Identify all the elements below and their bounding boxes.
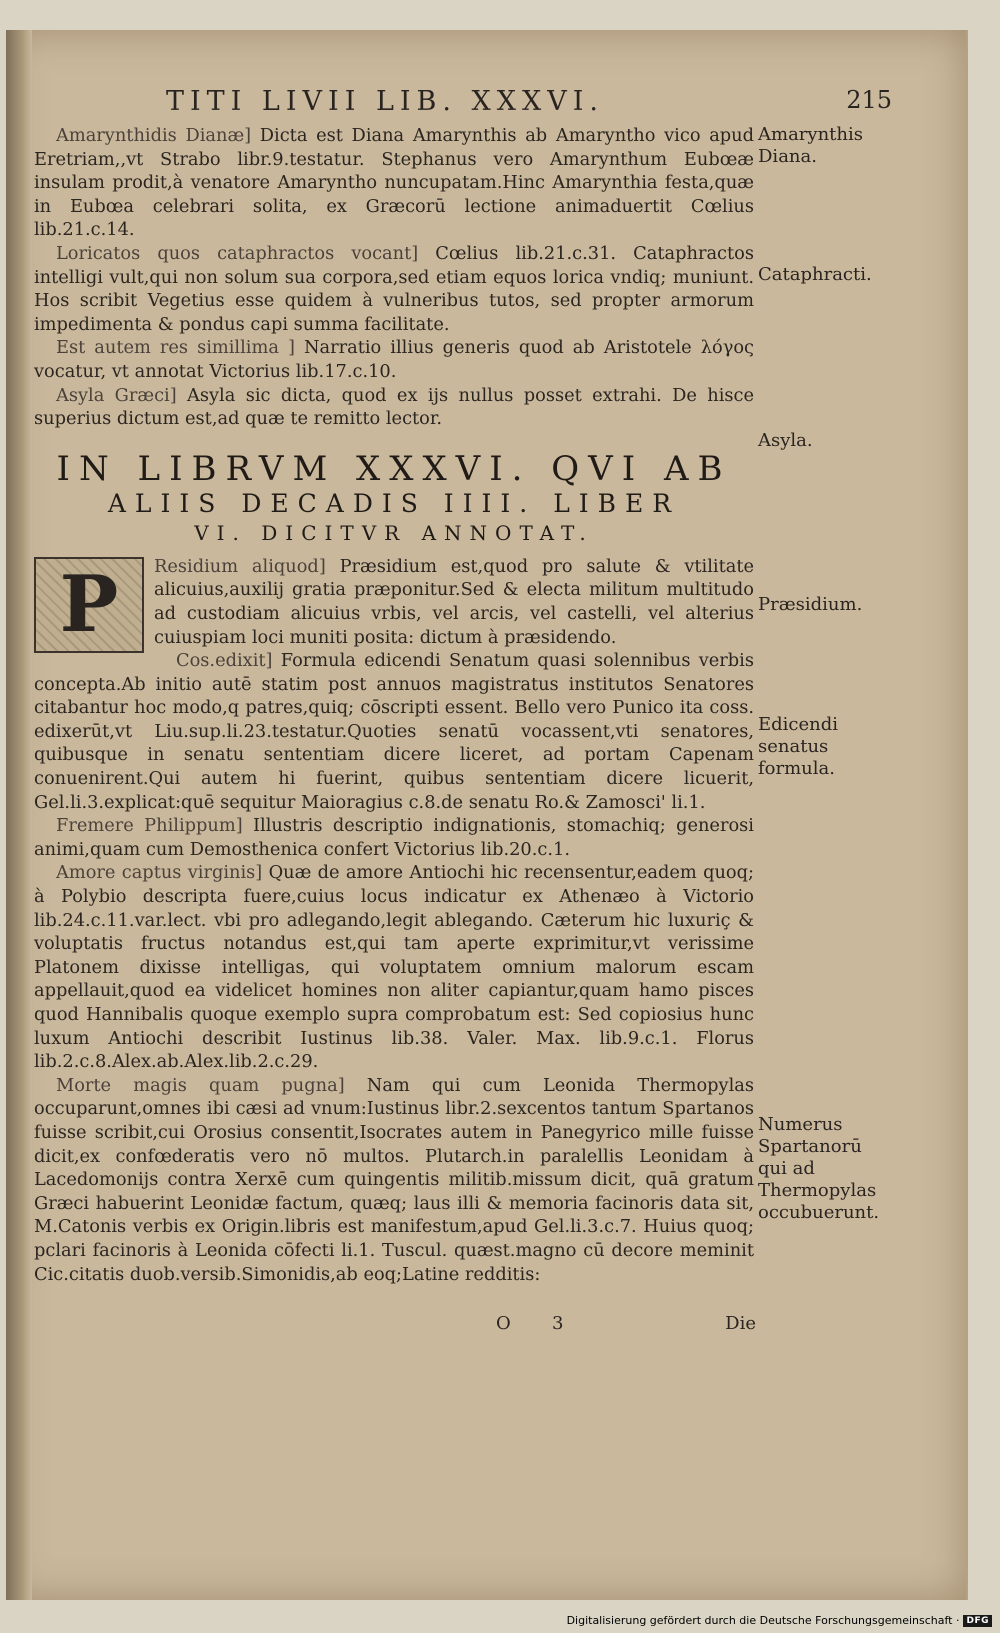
initial-letter: P <box>59 558 119 650</box>
paragraph <box>34 242 754 336</box>
signature-mark: O <box>496 1313 511 1334</box>
marginal-note: Præsidium. <box>758 594 863 615</box>
book-page <box>6 30 968 1600</box>
paragraph-text: Nam qui cum Leonida Thermopylas occuparunt,omnes ibi cæsi ad vnum:Iustinus libr.2.sexcentos tantum Spartanos fuisse scribit,cui Orosius consentit,Isocrates autem in Panegyrico mille fuisse dicit,ex confœderatis vero nō multos. Plutarch.in paralellis Leonidam à Lacedomonijs contra Xerxē cum quingentis militib.missum dicit, quā gratum Græci habuerint Leonidæ factum, quæq; laus illi & memoria facinoris data sit, M.Catonis verbis ex Origin.libris est manifestum,apud Gel.li.3.c.7. Huius quoq; pclari facinoris à Leonida cōfecti li.1. Tuscul. quæst.magno cū decore meminit Cic.citatis duob.versib.Simonidis,ab eoq;Latine redditis: <box>34 1074 754 1285</box>
running-head-title: TITI LIVII LIB. XXXVI. <box>166 86 604 117</box>
lemma: Asyla Græci] <box>56 384 177 406</box>
marginal-note: Amarynthis Diana. <box>758 124 863 167</box>
paragraph <box>34 124 754 242</box>
lemma: Amarynthidis Dianæ] <box>56 125 252 146</box>
paragraph <box>34 336 754 383</box>
marginal-note: Numerus Spartanorū qui ad Thermopylas occubuerunt. <box>758 1114 880 1223</box>
section-heading <box>34 449 754 547</box>
marginal-note: Cataphracti. <box>758 264 872 285</box>
page-number: 215 <box>846 86 892 114</box>
decorated-initial <box>34 557 144 653</box>
section-heading-line-2: ALIIS DECADIS IIII. LIBER <box>107 488 681 518</box>
marginal-note: Asyla. <box>758 430 813 451</box>
paragraph-text: Narratio illius generis quod ab Aristotele λόγος vocatur, vt annotat Victorius lib.17.c.10. <box>34 337 754 382</box>
lemma: Fremere Philippum] <box>56 815 243 837</box>
lemma: Loricatos quos cataphractos vocant] <box>56 242 419 264</box>
dfg-logo-icon: DFG <box>963 1615 992 1627</box>
running-head <box>166 86 926 117</box>
main-text-column <box>34 124 754 1286</box>
lemma: Cos.edixit] <box>176 650 273 672</box>
paragraph-text: Illustris descriptio indignationis, stomachiq; generosi animi,quam cum Demosthenica confert Victorius lib.20.c.1. <box>34 815 754 860</box>
paragraph <box>34 384 754 431</box>
catchword: Die <box>725 1313 756 1334</box>
section-heading-line-3: VI. DICITVR ANNOTAT. <box>194 520 594 545</box>
opening-paragraph-block <box>34 555 754 649</box>
marginal-note: Edicendi senatus formula. <box>758 714 839 779</box>
lemma: Amore captus virginis] <box>56 862 263 884</box>
paragraph-text: Formula edicendi Senatum quasi solennibus verbis concepta.Ab initio autē statim post annuos magistratus institutos Senatores citabantur hoc modo,q patres,quiq; cōscripti essent. Bello vero Punico ita coss. edixerūt,vt Liu.sup.li.23.testatur.Quoties senatū vocassent,vti senatores, quibusque in senatu sententiam dicere liceret, ad portam Capenam conuenirent.Qui autem hi fuerint, quibus sententiam dicere licuerit, Gel.li.3.explicat:quē sequitur Maioragius c.8.de senatu Ro.& Zamosci' li.1. <box>34 650 754 813</box>
paragraph <box>34 861 754 1073</box>
paragraph-text: Asyla sic dicta, quod ex ijs nullus posset extrahi. De hisce superius dictum est,ad quæ te remitto lector. <box>34 384 754 430</box>
footer-text: Digitalisierung gefördert durch die Deutsche Forschungsgemeinschaft · <box>566 1614 960 1627</box>
section-heading-line-1: IN LIBRVM XXXVI. QVI AB <box>56 448 732 489</box>
paragraph-text: Dicta est Diana Amarynthis ab Amaryntho vico apud Eretriam,,vt Strabo libr.9.testatur. Stephanus vero Amarynthum Eubœæ insulam prodit,à venatore Amaryntho nuncupatam.Hinc Amarynthia festa,quæ in Eubœa celebrari solita, ex Græcorū lectione animaduertit Cœlius lib.21.c.14. <box>34 125 755 241</box>
paragraph <box>34 1074 754 1286</box>
digitization-footer <box>567 1614 992 1627</box>
lemma: Est autem res simillima ] <box>56 337 295 359</box>
paragraph-text: Cœlius lib.21.c.31. Cataphractos intelligi vult,qui non solum sua corpora,sed etiam equos lorica vndiq; muniunt. Hos scribit Vegetius esse quidem à vulneribus tutos, sed propter armorum impedimenta & pondus capi summa facilitate. <box>34 242 754 335</box>
paragraph-text: Præsidium est,quod pro salute & vtilitate alicuius,auxilij gratia præponitur.Sed & electa militum multitudo ad custodiam alicuius vrbis, vel arcis, vel castelli, vel alterius cuiuspiam loci muniti posita: dictum à præsidendo. <box>154 555 754 648</box>
lemma: Residium aliquod] <box>154 555 326 577</box>
paragraph <box>34 814 754 861</box>
paragraph-text: Quæ de amore Antiochi hic recensentur,eadem quoq; à Polybio descripta fuere,cuius locus indicatur ex Athenæo à Victorio lib.24.c.11.var.lect. vbi pro adlegando,legit ablegando. Cæterum hic luxuriç & voluptatis fructus notandus est,qui tam aperte exprimitur,vt verissime Platonem dixisse intelligas, qui voluptatem omnium malorum escam appellauit,quod ea videlicet homines non aliter capiantur,quam hamo pisces quod Hannibalis quoque exemplo supra comprobatum est: Sed copiosius hunc luxum Antiochi describit Iustinus lib.38. Valer. Max. lib.9.c.1. Florus lib.2.c.8.Alex.ab.Alex.lib.2.c.29. <box>34 862 754 1073</box>
paragraph <box>34 649 754 814</box>
page-gutter <box>6 30 32 1600</box>
lemma: Morte magis quam pugna] <box>56 1074 345 1096</box>
signature-number: 3 <box>552 1313 564 1334</box>
